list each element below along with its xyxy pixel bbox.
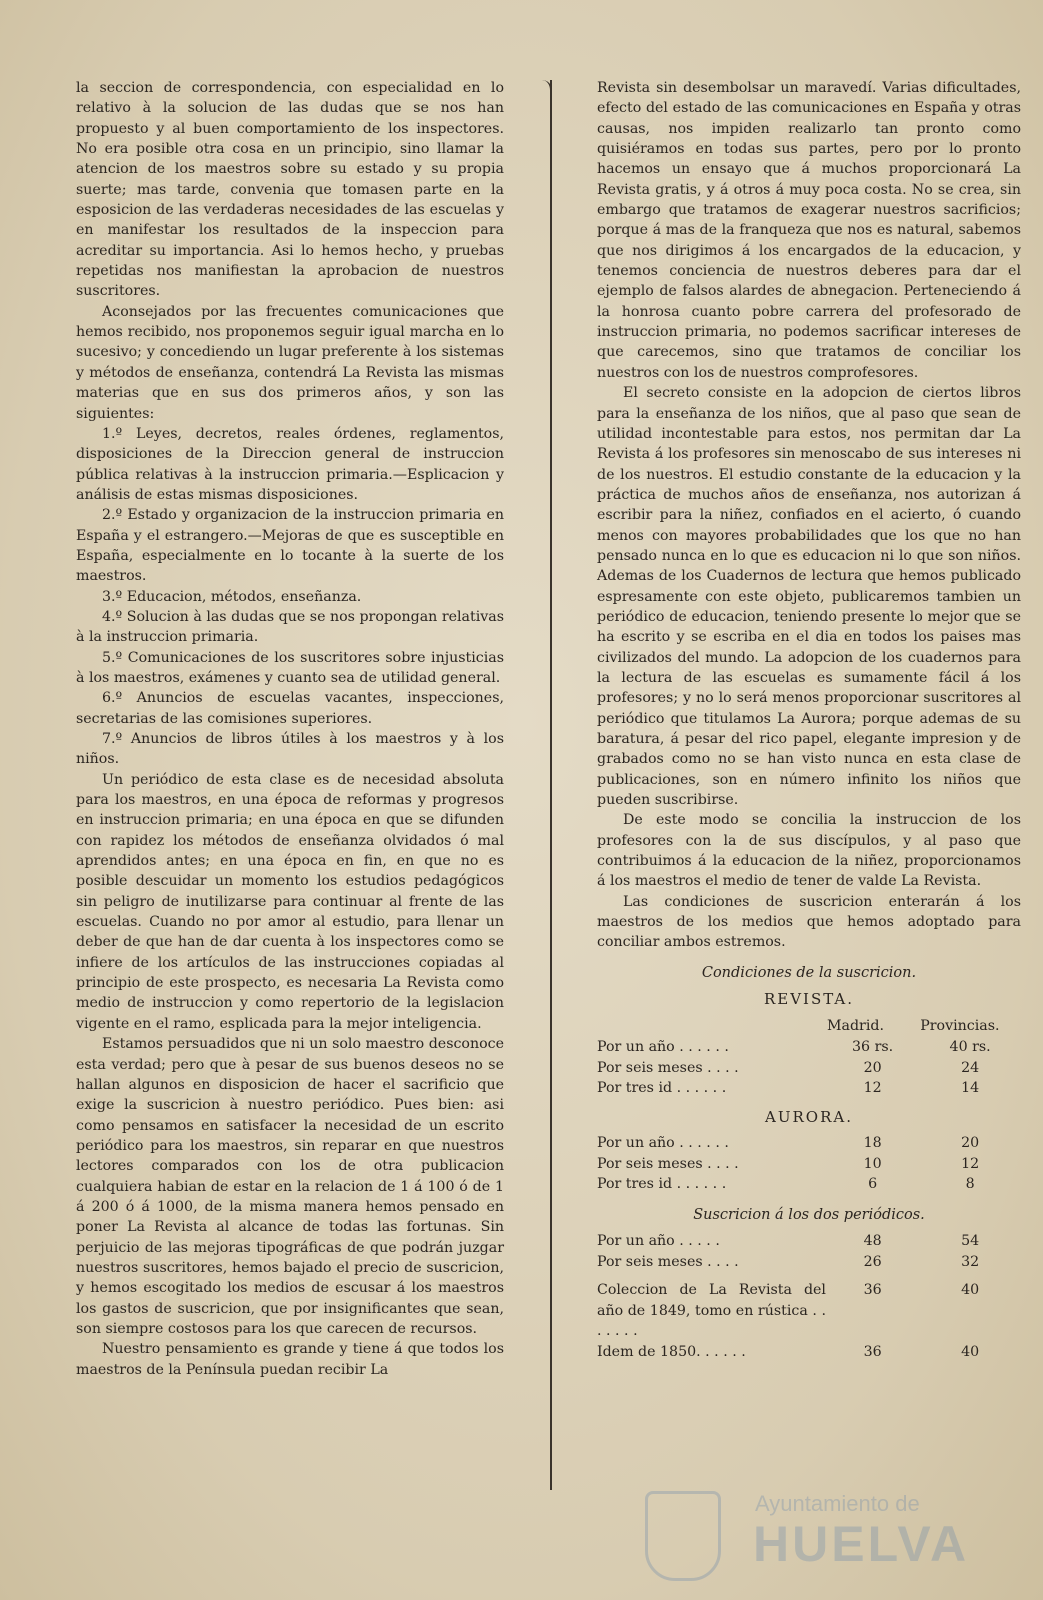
both-caption: Suscricion á los dos periódicos. — [693, 1206, 925, 1223]
price-cell-label: Por un año . . . . . . — [597, 1135, 729, 1152]
price-cell-provincias: 20 — [961, 1135, 980, 1152]
paragraph: Un periódico de esta clase es de necesidad absoluta para los maestros, en una época de reformas y progresos en instruccion primaria; en una época en que se difunden con rapidez los métodos de enseñanza olvidados ó mal aprendidos antes; en una época en fin, en que no es posible descuidar un momento los estudios pedagógicos sin peligro de inutilizarse para continuar al frente de las escuelas. Cuando no por amor al estudio, para llenar un deber de que han de dar cuenta à los inspectores como se infiere de los artículos de las instrucciones copiadas al principio de este prospecto, es necesaria La Revista como medio de instruccion y como repertorio de la legislacion vigente en el ramo, esplicada para la mejor inteligencia. — [76, 771, 504, 1032]
price-row — [597, 1133, 1021, 1154]
price-cell-label: Por seis meses . . . . — [597, 1059, 739, 1076]
paragraph: 7.º Anuncios de libros útiles à los maestros y à los niños. — [76, 731, 504, 768]
coat-of-arms-icon — [645, 1491, 721, 1581]
paragraph: De este modo se concilia la instruccion de los profesores con la de sus discípulos, y al paso que contribuimos á la educacion de la niñez, proporcionamos á los maestros el medio de tener de valde La Revista. — [597, 812, 1021, 890]
price-cell-provincias: 12 — [961, 1155, 980, 1172]
collection-price-table — [597, 1280, 1021, 1362]
right-column — [597, 78, 1021, 1370]
price-cell-provincias: 40 rs. — [949, 1039, 991, 1056]
revista-title: REVISTA. — [763, 990, 855, 1009]
paragraph: Aconsejados por las frecuentes comunicaciones que hemos recibido, nos proponemos seguir igual marcha en lo sucesivo; y concediendo un lugar preferente à los sistemas y métodos de enseñanza, contendrá La Revista las mismas materias que en sus dos primeros años, y son las siguientes: — [76, 303, 504, 422]
price-cell-label: Por seis meses . . . . — [597, 1155, 739, 1172]
price-cell-madrid: 12 — [863, 1080, 882, 1097]
price-cell-label: Por un año . . . . . . — [597, 1039, 729, 1056]
both-price-block — [597, 1231, 1021, 1272]
conditions-caption: Condiciones de la suscricion. — [701, 964, 917, 981]
price-cell-provincias: 40 — [961, 1343, 980, 1360]
price-cell-label: Por un año . . . . . — [597, 1233, 720, 1250]
price-row — [597, 1058, 1021, 1079]
price-row — [597, 1037, 1021, 1058]
watermark-line2: HUELVA — [753, 1516, 970, 1572]
price-cell-madrid: 20 — [863, 1059, 882, 1076]
price-row — [597, 1252, 1021, 1273]
paragraph: 3.º Educacion, métodos, enseñanza. — [102, 588, 362, 605]
revista-price-table — [597, 1015, 1021, 1099]
column-divider — [550, 80, 552, 1490]
paragraph: Las condiciones de suscricion enterarán á los maestros de los medios que hemos adoptado para conciliar ambos estremos. — [597, 893, 1021, 951]
price-cell-provincias: 40 — [961, 1282, 980, 1299]
paragraph: 4.º Solucion à las dudas que se nos propongan relativas à la instruccion primaria. — [76, 608, 504, 646]
price-cell-madrid: 10 — [863, 1155, 882, 1172]
paragraph: 2.º Estado y organizacion de la instruccion primaria en España y el estrangero.—Mejoras de que es susceptible en España, especialmente en lo tocante à la suerte de los maestros. — [76, 507, 504, 585]
price-row — [597, 1231, 1021, 1252]
price-row — [597, 1342, 1021, 1363]
price-row — [597, 1154, 1021, 1175]
price-cell-madrid: 26 — [863, 1253, 882, 1270]
price-cell-label: Coleccion de La Revista del año de 1849, tomo en rústica . . . . . . . — [597, 1282, 826, 1340]
price-cell-madrid: 36 rs. — [852, 1039, 894, 1056]
price-cell-label: Idem de 1850. . . . . . — [597, 1343, 746, 1360]
madrid-header: Madrid. — [826, 1018, 884, 1035]
price-cell-madrid: 48 — [863, 1233, 882, 1250]
price-cell-provincias: 54 — [961, 1233, 980, 1250]
paragraph: 5.º Comunicaciones de los suscritores sobre injusticias à los maestros, exámenes y cuanto sea de utilidad general. — [76, 649, 504, 686]
price-cell-provincias: 32 — [961, 1253, 980, 1270]
watermark-line1: Ayuntamiento de — [755, 1491, 920, 1516]
price-cell-label: Por tres id . . . . . . — [597, 1080, 727, 1097]
price-cell-madrid: 6 — [868, 1176, 878, 1193]
paragraph: la seccion de correspondencia, con especialidad en lo relativo à la solucion de las dudas que se nos han propuesto y al buen comportamiento de los inspectores. No era posible otra cosa en un principio, sino llamar la atencion de los maestros sobre su estado y su propia suerte; mas tarde, convenia que tomasen parte en la esposicion de las verdaderas necesidades de las escuelas y en manifestar los resultados de la inspeccion para acreditar su importancia. Asi lo hemos hecho, y pruebas repetidas nos manifiestan la aprobacion de nuestros suscritores. — [76, 80, 504, 300]
paragraph: 1.º Leyes, decretos, reales órdenes, reglamentos, disposiciones de la Direccion general de instruccion pública relativas à la instruccion primaria.—Esplicacion y análisis de estas mismas disposiciones. — [76, 425, 504, 503]
price-row — [597, 1280, 1021, 1342]
price-cell-label: Por tres id . . . . . . — [597, 1176, 727, 1193]
price-cell-label: Por seis meses . . . . — [597, 1253, 739, 1270]
price-cell-madrid: 18 — [863, 1135, 882, 1152]
both-price-table — [597, 1231, 1021, 1272]
left-column — [76, 78, 504, 1380]
price-cell-provincias: 24 — [961, 1059, 980, 1076]
price-cell-provincias: 8 — [965, 1176, 975, 1193]
price-row — [597, 1174, 1021, 1195]
aurora-price-block — [597, 1107, 1021, 1195]
right-column-text — [597, 78, 1021, 953]
aurora-price-table — [597, 1133, 1021, 1195]
paragraph: Nuestro pensamiento es grande y tiene á que todos los maestros de la Península puedan recibir La — [76, 1341, 504, 1378]
paragraph: El secreto consiste en la adopcion de ciertos libros para la enseñanza de los niños, que al paso que sean de utilidad incontestable para estos, nos permitan dar La Revista á los profesores sin menoscabo de sus intereses ni de los nuestros. El estudio constante de la educacion y la práctica de muchos años de enseñanza, nos autorizan á escribir para la niñez, confiados en el acierto, ó cuando menos con mayores probabilidades que los que no han pensado nunca en lo que es educacion ni lo que son niños. Ademas de los Cuadernos de lectura que hemos publicado espresamente con este objeto, publicaremos tambien un periódico de educacion, teniendo presente lo mejor que se ha escrito y se escriba en el dia en todos los paises mas civilizados del mundo. La adopcion de los cuadernos para la lectura de las escuelas es sumamente fácil á los profesores; y no lo será menos proporcionar suscritores al periódico que titulamos La Aurora; porque ademas de su baratura, á pesar del rico papel, elegante impresion y de grabados como no se han visto nunca en esta clase de publicaciones, son en número infinito los niños que pueden suscribirse. — [597, 385, 1021, 809]
paragraph: 6.º Anuncios de escuelas vacantes, inspecciones, secretarias de las comisiones superiores. — [76, 690, 504, 727]
price-cell-provincias: 14 — [961, 1080, 980, 1097]
price-row — [597, 1078, 1021, 1099]
provincias-header: Provincias. — [920, 1018, 1000, 1035]
paragraph: Estamos persuadidos que ni un solo maestro desconoce esta verdad; pero que à pesar de sus buenos deseos no se hallan algunos en disposicion de hacer el sacrificio que exige la suscricion à nuestro periódico. Pues bien: asi como pensamos en satisfacer la necesidad de un escrito periódico para los maestros, sin reparar en que nuestros lectores comparados con los de otra publicacion cualquiera habian de estar en la relacion de 1 á 100 ó de 1 á 200 ó á 1000, de la misma manera hemos pensado en poner La Revista al alcance de todas las fortunas. Sin perjuicio de las mejoras tipográficas de que podrán juzgar nuestros suscritores, hemos bajado el precio de suscricion, y hemos escogitado los medios de escusar á los maestros los gastos de suscricion, que por insignificantes que sean, son siempre costosos para los que carecen de recursos. — [76, 1036, 504, 1337]
revista-price-block — [597, 989, 1021, 1099]
watermark — [645, 1485, 1005, 1585]
paragraph: Revista sin desembolsar un maravedí. Varias dificultades, efecto del estado de las comunicaciones en España y otras causas, nos impiden realizarlo tan pronto como quisiéramos en todas sus partes, pero por lo pronto hacemos un ensayo que á muchos proporcionará La Revista gratis, y á otros á muy poca costa. No se crea, sin embargo que tratamos de exagerar nuestros sacrificios; porque á mas de la franqueza que nos es natural, sabemos que nos dirigimos á los encargados de la educacion, y tenemos conciencia de nuestros deberes para dar el ejemplo de falsos alardes de abnegacion. Perteneciendo á la honrosa cuanto pobre carrera del profesorado de instruccion primaria, no podemos sacrificar intereses de que carecemos, sino que tratamos de conciliar los nuestros con los de nuestros comprofesores. — [597, 80, 1021, 381]
price-cell-madrid: 36 — [863, 1343, 882, 1360]
collection-price-block — [597, 1280, 1021, 1362]
aurora-title: AURORA. — [765, 1107, 853, 1126]
price-cell-madrid: 36 — [863, 1282, 882, 1299]
